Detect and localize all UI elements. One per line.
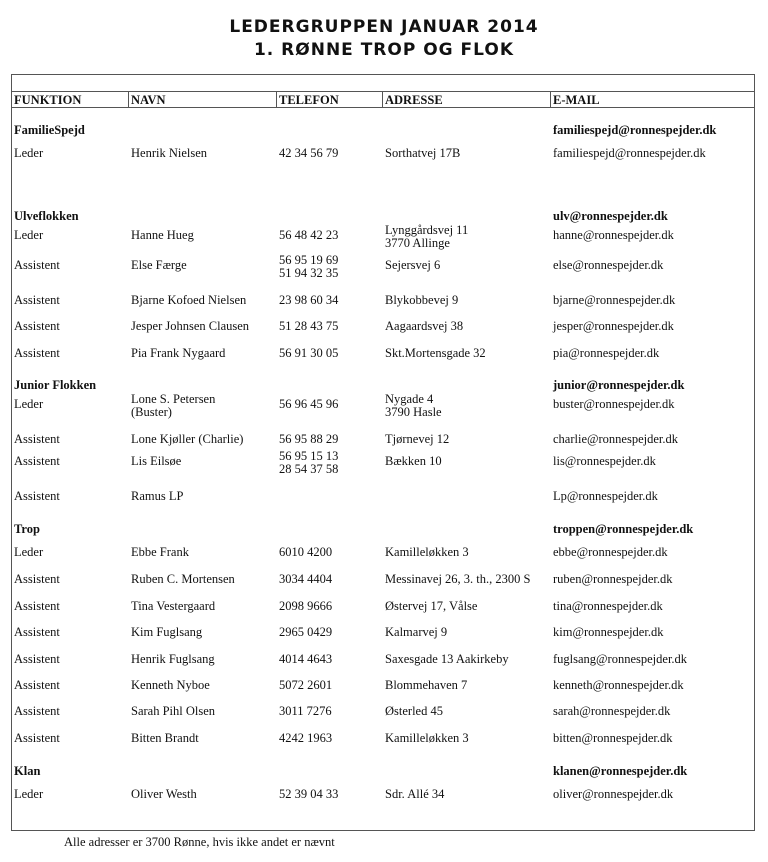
row-telefon: 5072 2601 [279, 678, 333, 692]
row-telefon: 56 95 15 13 28 54 37 58 [279, 449, 339, 476]
row-funktion: Leder [14, 545, 44, 559]
row-email-link[interactable]: else@ronnespejder.dk [553, 258, 664, 272]
row-adresse: Sdr. Allé 34 [385, 787, 445, 801]
row-navn: Jesper Johnsen Clausen [131, 319, 250, 333]
row-telefon: 4014 4643 [279, 652, 333, 666]
column-divider [550, 91, 551, 108]
row-funktion: Assistent [14, 731, 60, 745]
row-adresse: Lynggårdsvej 11 3770 Allinge [385, 223, 469, 250]
row-email-link[interactable]: kim@ronnespejder.dk [553, 625, 664, 639]
row-email-link[interactable]: hanne@ronnespejder.dk [553, 228, 674, 242]
row-navn: Lone Kjøller (Charlie) [131, 432, 244, 446]
footnote: Alle adresser er 3700 Rønne, hvis ikke andet er nævnt [64, 835, 335, 849]
row-navn: Tina Vestergaard [131, 599, 216, 613]
header-top-rule [11, 91, 755, 92]
row-navn: Oliver Westh [131, 787, 197, 801]
row-navn: Bitten Brandt [131, 731, 199, 745]
row-navn: Ruben C. Mortensen [131, 572, 235, 586]
row-telefon: 52 39 04 33 [279, 787, 339, 801]
row-telefon: 56 48 42 23 [279, 228, 339, 242]
row-funktion: Assistent [14, 678, 60, 692]
row-funktion: Leder [14, 146, 44, 160]
header-bottom-rule [11, 107, 755, 108]
row-email-link[interactable]: lis@ronnespejder.dk [553, 454, 656, 468]
row-navn: Henrik Fuglsang [131, 652, 215, 666]
row-funktion: Leder [14, 397, 44, 411]
column-divider [128, 91, 129, 108]
row-adresse: Aagaardsvej 38 [385, 319, 464, 333]
row-email-link[interactable]: Lp@ronnespejder.dk [553, 489, 658, 503]
row-telefon: 56 95 88 29 [279, 432, 339, 446]
row-funktion: Assistent [14, 489, 60, 503]
row-funktion: Assistent [14, 258, 60, 272]
row-telefon: 42 34 56 79 [279, 146, 339, 160]
section-email-link[interactable]: troppen@ronnespejder.dk [553, 522, 694, 536]
column-header-email: E-MAIL [553, 93, 600, 107]
row-funktion: Assistent [14, 652, 60, 666]
row-adresse: Tjørnevej 12 [385, 432, 450, 446]
section-name: FamilieSpejd [14, 123, 85, 137]
column-header-telefon: TELEFON [279, 93, 339, 107]
row-email-link[interactable]: oliver@ronnespejder.dk [553, 787, 674, 801]
section-email-link[interactable]: junior@ronnespejder.dk [553, 378, 685, 392]
row-telefon: 3034 4404 [279, 572, 333, 586]
row-adresse: Østerled 45 [385, 704, 443, 718]
row-funktion: Assistent [14, 346, 60, 360]
section-email-link[interactable]: klanen@ronnespejder.dk [553, 764, 688, 778]
row-email-link[interactable]: bitten@ronnespejder.dk [553, 731, 673, 745]
row-funktion: Leder [14, 787, 44, 801]
column-header-funktion: FUNKTION [14, 93, 82, 107]
row-funktion: Assistent [14, 454, 60, 468]
row-adresse: Sorthatvej 17B [385, 146, 461, 160]
row-email-link[interactable]: charlie@ronnespejder.dk [553, 432, 679, 446]
row-funktion: Assistent [14, 432, 60, 446]
row-email-link[interactable]: tina@ronnespejder.dk [553, 599, 663, 613]
row-navn: Ramus LP [131, 489, 184, 503]
row-telefon: 6010 4200 [279, 545, 333, 559]
column-divider [276, 91, 277, 108]
row-adresse: Nygade 4 3790 Hasle [385, 392, 442, 419]
row-telefon: 51 28 43 75 [279, 319, 339, 333]
row-adresse: Skt.Mortensgade 32 [385, 346, 486, 360]
section-email-link[interactable]: familiespejd@ronnespejder.dk [553, 123, 717, 137]
row-funktion: Assistent [14, 625, 60, 639]
row-adresse: Kamilleløkken 3 [385, 731, 469, 745]
row-funktion: Assistent [14, 572, 60, 586]
row-email-link[interactable]: pia@ronnespejder.dk [553, 346, 660, 360]
row-email-link[interactable]: familiespejd@ronnespejder.dk [553, 146, 706, 160]
row-telefon: 3011 7276 [279, 704, 332, 718]
row-navn: Pia Frank Nygaard [131, 346, 226, 360]
row-navn: Kim Fuglsang [131, 625, 203, 639]
row-adresse: Bækken 10 [385, 454, 442, 468]
section-name: Ulveflokken [14, 209, 79, 223]
row-email-link[interactable]: kenneth@ronnespejder.dk [553, 678, 684, 692]
section-name: Trop [14, 522, 40, 536]
row-telefon: 56 96 45 96 [279, 397, 339, 411]
row-navn: Bjarne Kofoed Nielsen [131, 293, 247, 307]
page-title: LEDERGRUPPEN JANUAR 2014 [229, 17, 539, 37]
row-navn: Lis Eilsøe [131, 454, 182, 468]
row-navn: Ebbe Frank [131, 545, 189, 559]
section-email-link[interactable]: ulv@ronnespejder.dk [553, 209, 668, 223]
row-email-link[interactable]: sarah@ronnespejder.dk [553, 704, 671, 718]
row-adresse: Kamilleløkken 3 [385, 545, 469, 559]
row-navn: Kenneth Nyboe [131, 678, 210, 692]
row-navn: Henrik Nielsen [131, 146, 208, 160]
row-funktion: Assistent [14, 293, 60, 307]
row-adresse: Østervej 17, Vålse [385, 599, 478, 613]
column-header-navn: NAVN [131, 93, 166, 107]
section-name: Klan [14, 764, 41, 778]
row-funktion: Assistent [14, 319, 60, 333]
row-email-link[interactable]: ebbe@ronnespejder.dk [553, 545, 668, 559]
row-telefon: 4242 1963 [279, 731, 333, 745]
row-telefon: 56 91 30 05 [279, 346, 339, 360]
row-telefon: 23 98 60 34 [279, 293, 339, 307]
row-adresse: Saxesgade 13 Aakirkeby [385, 652, 509, 666]
row-adresse: Kalmarvej 9 [385, 625, 448, 639]
row-navn: Lone S. Petersen (Buster) [131, 392, 216, 419]
row-funktion: Assistent [14, 599, 60, 613]
row-adresse: Blommehaven 7 [385, 678, 468, 692]
row-telefon: 2098 9666 [279, 599, 333, 613]
row-telefon: 2965 0429 [279, 625, 333, 639]
row-email-link[interactable]: jesper@ronnespejder.dk [553, 319, 674, 333]
row-adresse: Messinavej 26, 3. th., 2300 S [385, 572, 531, 586]
row-email-link[interactable]: bjarne@ronnespejder.dk [553, 293, 676, 307]
row-navn: Sarah Pihl Olsen [131, 704, 216, 718]
column-header-adresse: ADRESSE [385, 93, 443, 107]
column-divider [382, 91, 383, 108]
row-email-link[interactable]: ruben@ronnespejder.dk [553, 572, 673, 586]
section-name: Junior Flokken [14, 378, 97, 392]
row-funktion: Assistent [14, 704, 60, 718]
row-navn: Hanne Hueg [131, 228, 194, 242]
row-email-link[interactable]: fuglsang@ronnespejder.dk [553, 652, 688, 666]
row-funktion: Leder [14, 228, 44, 242]
row-email-link[interactable]: buster@ronnespejder.dk [553, 397, 675, 411]
row-navn: Else Færge [131, 258, 187, 272]
page-subtitle: 1. RØNNE TROP OG FLOK [253, 40, 515, 60]
row-telefon: 56 95 19 69 51 94 32 35 [279, 253, 339, 280]
row-adresse: Sejersvej 6 [385, 258, 441, 272]
row-adresse: Blykobbevej 9 [385, 293, 459, 307]
